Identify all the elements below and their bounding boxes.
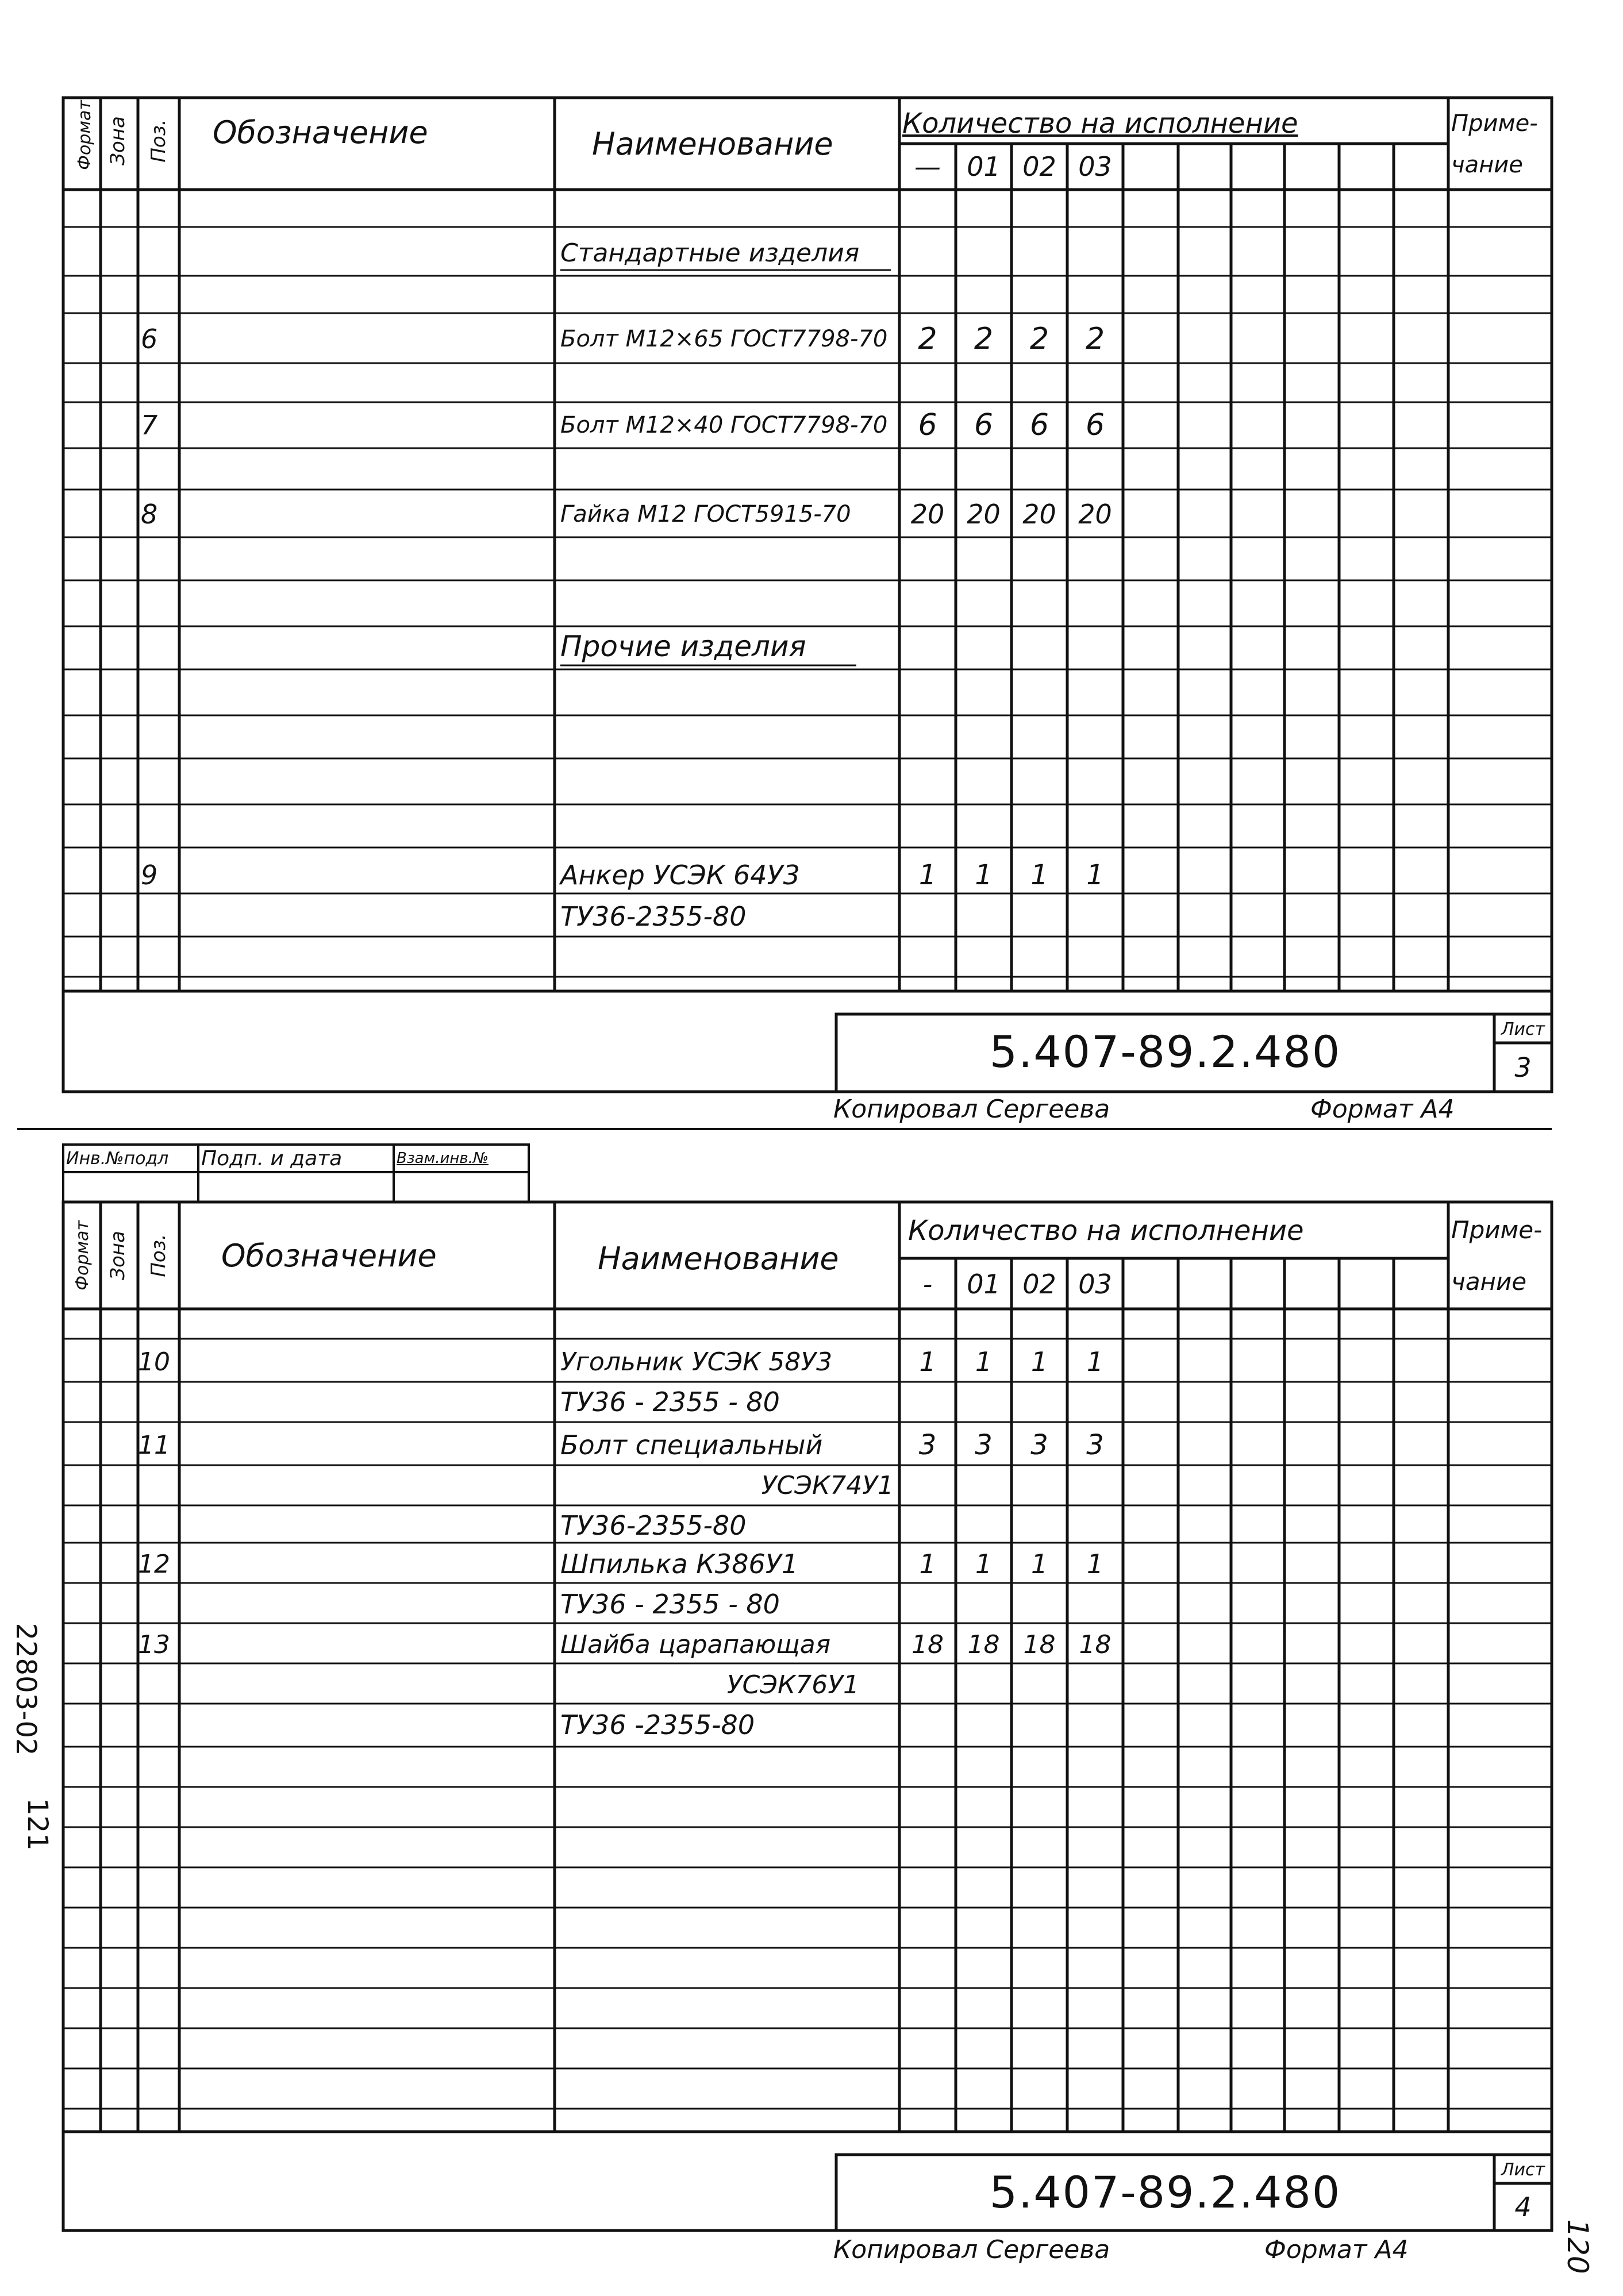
row-pos: 10 xyxy=(138,1347,170,1377)
row-name: Анкер УСЭК 64У3 xyxy=(560,859,800,891)
row-name: ТУ36 -2355-80 xyxy=(560,1709,755,1740)
row-name: Шайба царапающая xyxy=(560,1629,831,1659)
sheet-4 xyxy=(0,1138,1623,2296)
row-qty: 18 xyxy=(912,1629,944,1659)
row-name: Стандартные изделия xyxy=(560,238,860,268)
row-qty: 1 xyxy=(1030,1346,1048,1377)
variant-col-1: - xyxy=(922,1269,933,1300)
row-qty: 18 xyxy=(1023,1629,1056,1659)
header-designation: Обозначение xyxy=(221,1237,437,1274)
row-qty: 6 xyxy=(918,408,937,442)
sheet-label: Лист xyxy=(1501,1019,1545,1039)
variant-col-3: 02 xyxy=(1022,1269,1056,1300)
row-name: Болт специальный xyxy=(560,1430,823,1461)
header-pos: Поз. xyxy=(147,1234,170,1277)
header-note-2: чание xyxy=(1451,152,1523,178)
row-qty: 18 xyxy=(1079,1629,1112,1659)
row-name: Гайка М12 ГОСТ5915-70 xyxy=(560,501,851,527)
header-qty: Количество на исполнение xyxy=(908,1215,1304,1247)
sheet-number: 3 xyxy=(1514,1051,1532,1083)
row-qty: 18 xyxy=(967,1629,1000,1659)
row-qty: 20 xyxy=(1078,499,1112,530)
variant-col-1: — xyxy=(914,151,941,182)
row-qty: 2 xyxy=(974,322,994,356)
row-name: ТУ36 - 2355 - 80 xyxy=(560,1386,780,1417)
row-qty: 1 xyxy=(1086,1548,1104,1580)
row-qty: 1 xyxy=(918,858,937,891)
row-qty: 1 xyxy=(1030,1548,1048,1580)
margin-left-code: 22803-02 xyxy=(10,1623,42,1756)
variant-col-4: 03 xyxy=(1078,151,1112,182)
row-qty: 1 xyxy=(975,858,993,891)
header-format: Формат xyxy=(72,1220,93,1290)
row-qty: 2 xyxy=(1085,322,1105,356)
header-format: Формат xyxy=(74,100,95,170)
row-qty: 20 xyxy=(967,499,1001,530)
header-name: Наименование xyxy=(592,125,833,162)
row-qty: 1 xyxy=(975,1548,993,1580)
sheet-3-grid xyxy=(0,0,1623,1138)
title-code: 5.407-89.2.480 xyxy=(989,2166,1341,2218)
row-qty: 3 xyxy=(975,1429,993,1461)
variant-col-3: 02 xyxy=(1022,151,1056,182)
row-qty: 1 xyxy=(1030,858,1048,891)
row-pos: 12 xyxy=(138,1549,170,1579)
row-name: Болт М12×40 ГОСТ7798-70 xyxy=(560,412,888,438)
header-zone: Зона xyxy=(106,116,129,165)
paper-format: Формат А4 xyxy=(1310,1094,1455,1124)
row-name: УСЭК74У1 xyxy=(761,1470,894,1500)
row-qty: 2 xyxy=(918,322,937,356)
variant-col-2: 01 xyxy=(967,1269,1001,1300)
header-note-1: Приме- xyxy=(1451,1215,1543,1244)
row-name: Болт М12×65 ГОСТ7798-70 xyxy=(560,326,888,352)
variant-col-2: 01 xyxy=(967,151,1001,182)
stamp-sign: Подп. и дата xyxy=(201,1146,343,1170)
header-note-2: чание xyxy=(1451,1267,1527,1296)
row-pos: 8 xyxy=(141,499,158,530)
header-name: Наименование xyxy=(598,1240,839,1277)
header-qty: Количество на исполнение xyxy=(902,107,1298,140)
margin-left-num: 121 xyxy=(21,1798,53,1851)
row-qty: 3 xyxy=(1086,1429,1104,1461)
margin-right-num: 120 xyxy=(1561,2219,1594,2274)
row-qty: 6 xyxy=(1029,408,1049,442)
row-qty: 20 xyxy=(1022,499,1056,530)
row-qty: 1 xyxy=(919,1548,936,1580)
row-qty: 1 xyxy=(1086,1346,1104,1377)
row-pos: 13 xyxy=(138,1629,170,1659)
copied-by: Копировал Сергеева xyxy=(833,1094,1110,1124)
row-qty: 1 xyxy=(1086,858,1104,891)
row-pos: 11 xyxy=(138,1430,170,1460)
header-zone: Зона xyxy=(106,1231,129,1280)
header-note-1: Приме- xyxy=(1451,110,1538,137)
row-qty: 1 xyxy=(919,1346,936,1377)
row-name: УСЭК76У1 xyxy=(726,1670,859,1700)
row-name: ТУ36 - 2355 - 80 xyxy=(560,1589,780,1620)
title-code: 5.407-89.2.480 xyxy=(989,1026,1341,1077)
row-qty: 6 xyxy=(1085,408,1105,442)
row-name: ТУ36-2355-80 xyxy=(560,901,747,932)
row-qty: 3 xyxy=(1030,1429,1048,1461)
row-qty: 6 xyxy=(974,408,994,442)
header-designation: Обозначение xyxy=(213,114,428,151)
row-qty: 2 xyxy=(1029,322,1049,356)
row-qty: 3 xyxy=(918,1429,937,1461)
row-name: ТУ36-2355-80 xyxy=(560,1510,747,1541)
stamp-replace: Взам.инв.№ xyxy=(397,1150,489,1167)
sheet-3 xyxy=(0,0,1623,1138)
row-qty: 1 xyxy=(975,1346,993,1377)
row-name: Угольник УСЭК 58У3 xyxy=(560,1347,833,1377)
sheet-number: 4 xyxy=(1514,2191,1532,2222)
row-pos: 7 xyxy=(141,410,158,441)
row-qty: 20 xyxy=(910,499,945,530)
row-name: Шпилька К386У1 xyxy=(560,1548,799,1580)
stamp-inv: Инв.№подл xyxy=(66,1148,169,1169)
sheet-label: Лист xyxy=(1501,2159,1545,2180)
header-pos: Поз. xyxy=(147,119,170,163)
row-pos: 6 xyxy=(141,323,158,355)
copied-by: Копировал Сергеева xyxy=(833,2235,1110,2264)
paper-format: Формат А4 xyxy=(1264,2235,1409,2264)
variant-col-4: 03 xyxy=(1078,1269,1112,1300)
row-name: Прочие изделия xyxy=(560,630,806,663)
row-pos: 9 xyxy=(141,859,158,891)
